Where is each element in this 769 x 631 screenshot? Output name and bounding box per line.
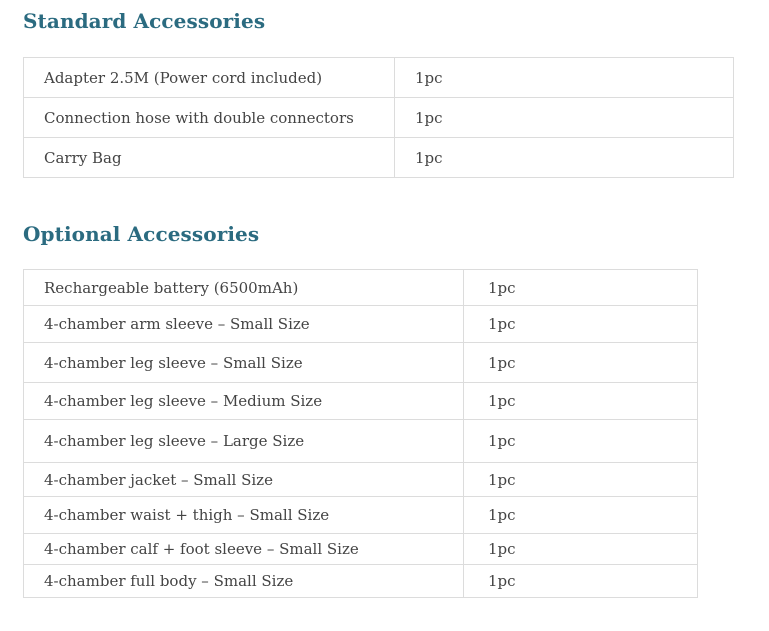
item-quantity: 1pc bbox=[464, 306, 698, 343]
item-name: 4-chamber waist + thigh – Small Size bbox=[24, 497, 464, 534]
item-quantity: 1pc bbox=[464, 383, 698, 420]
item-name: 4-chamber arm sleeve – Small Size bbox=[24, 306, 464, 343]
item-name: Connection hose with double connectors bbox=[24, 98, 395, 138]
item-quantity: 1pc bbox=[464, 270, 698, 306]
item-name: 4-chamber leg sleeve – Medium Size bbox=[24, 383, 464, 420]
item-quantity: 1pc bbox=[395, 138, 734, 178]
item-quantity: 1pc bbox=[464, 343, 698, 383]
item-quantity: 1pc bbox=[464, 420, 698, 463]
table-row bbox=[24, 565, 698, 598]
standard-accessories-heading: Standard Accessories bbox=[23, 9, 266, 33]
item-quantity: 1pc bbox=[464, 463, 698, 497]
item-name: 4-chamber jacket – Small Size bbox=[24, 463, 464, 497]
item-quantity: 1pc bbox=[395, 58, 734, 98]
item-name: 4-chamber calf + foot sleeve – Small Size bbox=[24, 534, 464, 565]
table-row bbox=[24, 463, 698, 497]
optional-accessories-heading: Optional Accessories bbox=[23, 222, 260, 246]
standard-accessories-table bbox=[23, 57, 734, 178]
item-name: Carry Bag bbox=[24, 138, 395, 178]
table-row bbox=[24, 138, 734, 178]
table-row bbox=[24, 534, 698, 565]
optional-accessories-table bbox=[23, 269, 698, 598]
item-quantity: 1pc bbox=[464, 534, 698, 565]
item-quantity: 1pc bbox=[464, 497, 698, 534]
item-name: 4-chamber leg sleeve – Small Size bbox=[24, 343, 464, 383]
table-row bbox=[24, 270, 698, 306]
item-name: 4-chamber full body – Small Size bbox=[24, 565, 464, 598]
item-name: 4-chamber leg sleeve – Large Size bbox=[24, 420, 464, 463]
item-name: Adapter 2.5M (Power cord included) bbox=[24, 58, 395, 98]
item-quantity: 1pc bbox=[395, 98, 734, 138]
table-row bbox=[24, 383, 698, 420]
table-row bbox=[24, 497, 698, 534]
item-quantity: 1pc bbox=[464, 565, 698, 598]
table-row bbox=[24, 306, 698, 343]
table-row bbox=[24, 420, 698, 463]
table-row bbox=[24, 58, 734, 98]
item-name: Rechargeable battery (6500mAh) bbox=[24, 270, 464, 306]
table-row bbox=[24, 98, 734, 138]
table-row bbox=[24, 343, 698, 383]
